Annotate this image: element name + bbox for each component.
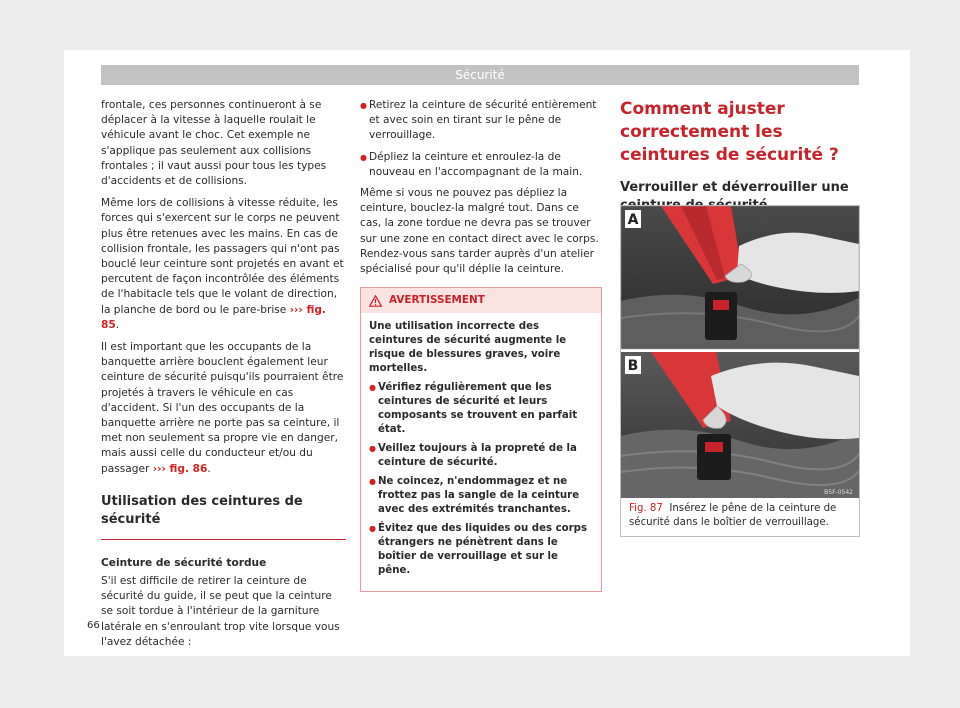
sub-heading: Ceinture de sécurité tordue <box>101 556 267 569</box>
warning-item: ● Évitez que des liquides ou des corps étrangers ne pénètrent dans le boîtier de verrouillage et sur le pêne. <box>369 522 593 578</box>
paragraph: S'il est difficile de retirer la ceinture de sécurité du guide, il se peut que la ceinture se soit tordue à l'intérieur de la garniture latérale en s'enroulant trop vite lorsque vous l'avez détachée : <box>101 575 340 648</box>
bullet-item: ● Dépliez la ceinture et enroulez-la de nouveau en l'accompagnant de la main. <box>360 150 602 180</box>
paragraph: frontale, ces personnes continueront à se déplacer à la vitesse à laquelle roulait le véhicule avant le choc. Cet exemple ne s'applique pas seulement aux collisions frontales ; il vaut aussi pour tous les types d'accidents et de collisions. <box>101 99 327 188</box>
warning-body <box>361 313 601 591</box>
column-middle <box>360 98 602 592</box>
panel-label: B <box>627 358 639 374</box>
warning-item: ● Ne coincez, n'endommagez et ne frottez pas la sangle de la ceinture avec des extrémités tranchantes. <box>369 475 593 517</box>
warning-header <box>361 288 601 313</box>
figure-caption-text: Insérez le pêne de la ceinture de sécurité dans le boîtier de verrouillage. <box>629 503 837 528</box>
section-heading: Verrouiller et déverrouiller une <box>620 179 860 226</box>
bullet-item: ● Retirez la ceinture de sécurité entièrement et avec soin en tirant sur le pêne de verrouillage. <box>360 98 602 144</box>
running-header: Sécurité <box>101 65 859 85</box>
warning-intro: Une utilisation incorrecte des ceintures de sécurité augmente le risque de blessures graves, voire mortelles. <box>369 321 567 375</box>
page-number: 66 <box>87 620 100 631</box>
warning-title: AVERTISSEMENT <box>389 294 485 307</box>
figure-link[interactable]: ››› fig. 86 <box>152 462 208 475</box>
paragraph: Il est important que les occupants de la banquette arrière bouclent également leur ceinture de sécurité puisqu'ils pourraient être projetés à travers le véhicule en cas d'accident. Si l'un des occupants de la banquette arrière ne porte pas sa ceinture, il met non seulement sa propre vie en danger, mais aussi celle du conducteur et/ou du passager ››› fig. 86. <box>101 341 344 475</box>
warning-box <box>360 287 602 592</box>
paragraph: Même lors de collisions à vitesse réduite, les forces qui s'exercent sur le corps ne peuvent plus être retenues avec les mains. En cas de collision frontale, les passagers qui n'ont pas bouclé leur ceinture sont projetés en avant et percutent de façon incontrôlée des éléments de l'habitacle tels que le volant de direction, la planche de bord ou le pare-brise ››› fig. 85. <box>101 197 344 331</box>
seatbelt-buckle-illustration <box>621 206 859 498</box>
paragraph: Même si vous ne pouvez pas dépliez la ceinture, bouclez-la malgré tout. Dans ce cas, la zone tordue ne devra pas se trouver sur une zone en contact direct avec le corps. Rendez-vous sans tarder auprès d'un atelier spécialisé pour qu'il déplie la ceinture. <box>360 187 599 276</box>
figure-code: B5F-0542 <box>824 489 853 496</box>
warning-item: ● Vérifiez régulièrement que les ceintures de sécurité et leurs composants se trouvent en parfait état. <box>369 381 593 437</box>
figure-link[interactable]: ››› fig. 85 <box>101 303 326 331</box>
chapter-heading: Comment ajuster correctement les ceintures de sécurité ? <box>620 99 839 165</box>
warning-item: ● Veillez toujours à la propreté de la ceinture de sécurité. <box>369 442 593 470</box>
warning-triangle-icon <box>369 295 382 307</box>
section-heading: Utilisation des ceintures de sécurité <box>101 493 346 540</box>
figure-caption-label: Fig. 87 <box>629 503 663 514</box>
figure-caption <box>629 502 853 529</box>
panel-label: A <box>627 212 639 228</box>
column-left <box>101 98 346 657</box>
figure-87 <box>620 205 860 537</box>
